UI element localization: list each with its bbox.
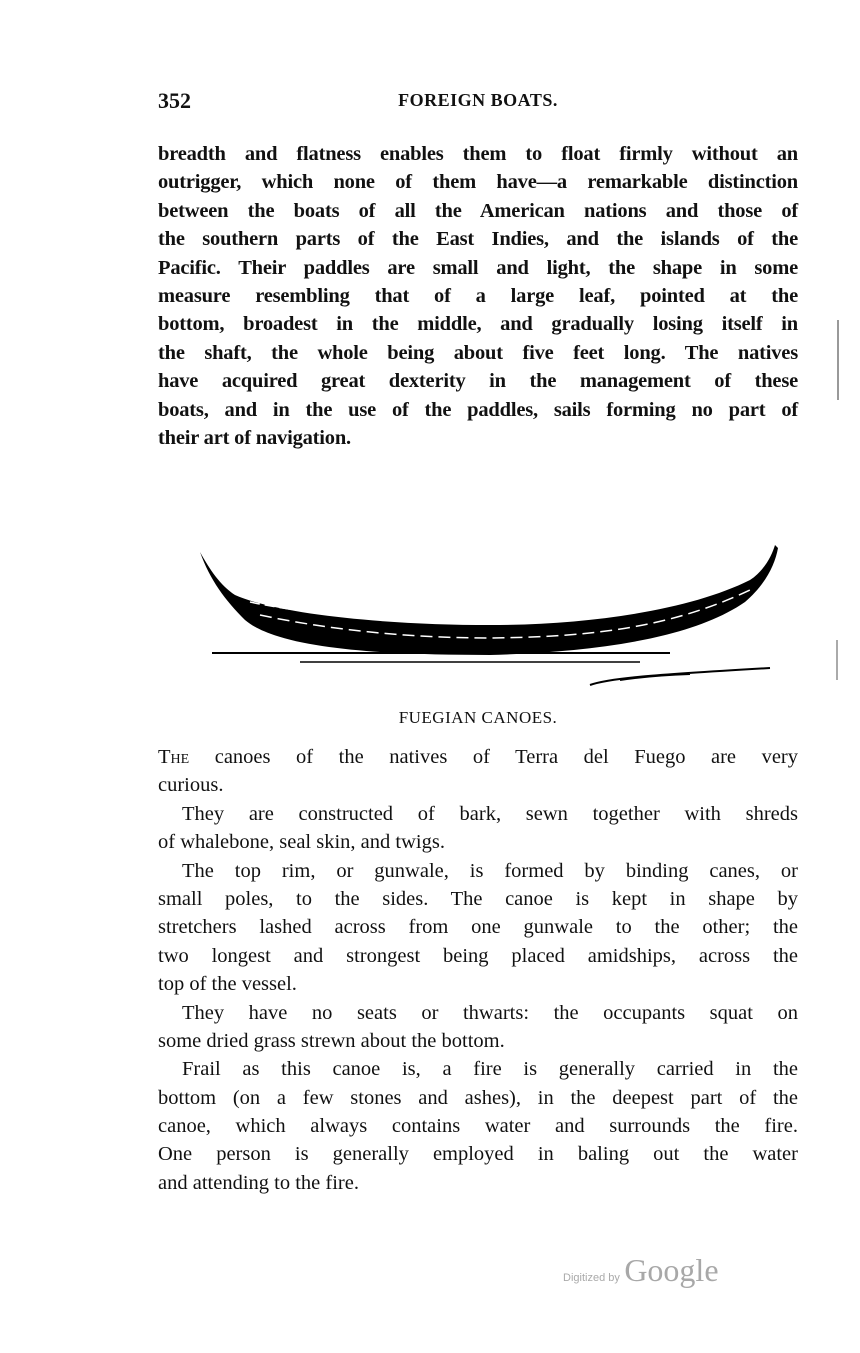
scan-edge-mark — [836, 640, 838, 680]
drop-word: The — [158, 746, 190, 768]
paragraph — [158, 1055, 798, 1197]
page-header — [158, 88, 798, 118]
text-line: two longest and strongest being placed amidships, across the — [158, 944, 798, 967]
text-line: top of the vessel. — [158, 973, 297, 996]
text-line: between the boats of all the American nations and those of — [158, 199, 798, 222]
digitized-watermark — [563, 1252, 719, 1289]
text-line — [158, 743, 798, 771]
paragraph — [158, 743, 798, 800]
watermark-prefix: Digitized by — [563, 1272, 620, 1284]
text-line: The top rim, or gunwale, is formed by binding canes, or — [182, 859, 798, 882]
text-line: They have no seats or thwarts: the occupants squat on — [182, 1001, 798, 1024]
top-paragraph — [158, 140, 798, 452]
text-run: canoes of the natives of Terra del Fuego are very — [189, 746, 798, 768]
text-line: of whalebone, seal skin, and twigs. — [158, 831, 445, 854]
text-line: measure resembling that of a large leaf, pointed at the — [158, 284, 798, 307]
canoe-illustration — [190, 540, 790, 700]
paragraph — [158, 800, 798, 857]
scan-edge-mark — [837, 320, 839, 400]
figure-caption: FUEGIAN CANOES. — [398, 708, 558, 727]
text-line: the shaft, the whole being about five feet long. The natives — [158, 341, 798, 364]
text-line: curious. — [158, 774, 224, 797]
watermark-brand: Google — [624, 1252, 719, 1288]
text-line: small poles, to the sides. The canoe is kept in shape by — [158, 887, 798, 910]
text-line: Pacific. Their paddles are small and light, the shape in some — [158, 256, 798, 279]
running-head: FOREIGN BOATS. — [398, 90, 558, 110]
text-line: some dried grass strewn about the bottom. — [158, 1029, 505, 1052]
text-line: have acquired great dexterity in the management of these — [158, 370, 798, 393]
text-line: breadth and flatness enables them to float firmly without an — [158, 143, 798, 165]
text-line: and attending to the fire. — [158, 1171, 359, 1194]
text-line: Frail as this canoe is, a fire is generally carried in the — [182, 1058, 798, 1081]
text-line: outrigger, which none of them have—a remarkable distinction — [158, 171, 798, 194]
text-line: bottom (on a few stones and ashes), in the deepest part of the — [158, 1086, 798, 1109]
page-number: 352 — [158, 88, 191, 113]
canoe-hull — [200, 545, 778, 655]
paragraph — [158, 999, 798, 1056]
text-line: They are constructed of bark, sewn together with shreds — [182, 802, 798, 825]
text-line: canoe, which always contains water and surrounds the fire. — [158, 1115, 798, 1138]
text-line: the southern parts of the East Indies, and the islands of the — [158, 228, 798, 251]
text-line: boats, and in the use of the paddles, sails forming no part of — [158, 398, 798, 421]
text-line: One person is generally employed in baling out the water — [158, 1143, 798, 1166]
text-line: bottom, broadest in the middle, and gradually losing itself in — [158, 313, 798, 336]
section-body — [158, 743, 798, 1197]
paragraph — [158, 857, 798, 999]
text-line: their art of navigation. — [158, 426, 351, 449]
text-line: stretchers lashed across from one gunwale to the other; the — [158, 916, 798, 939]
